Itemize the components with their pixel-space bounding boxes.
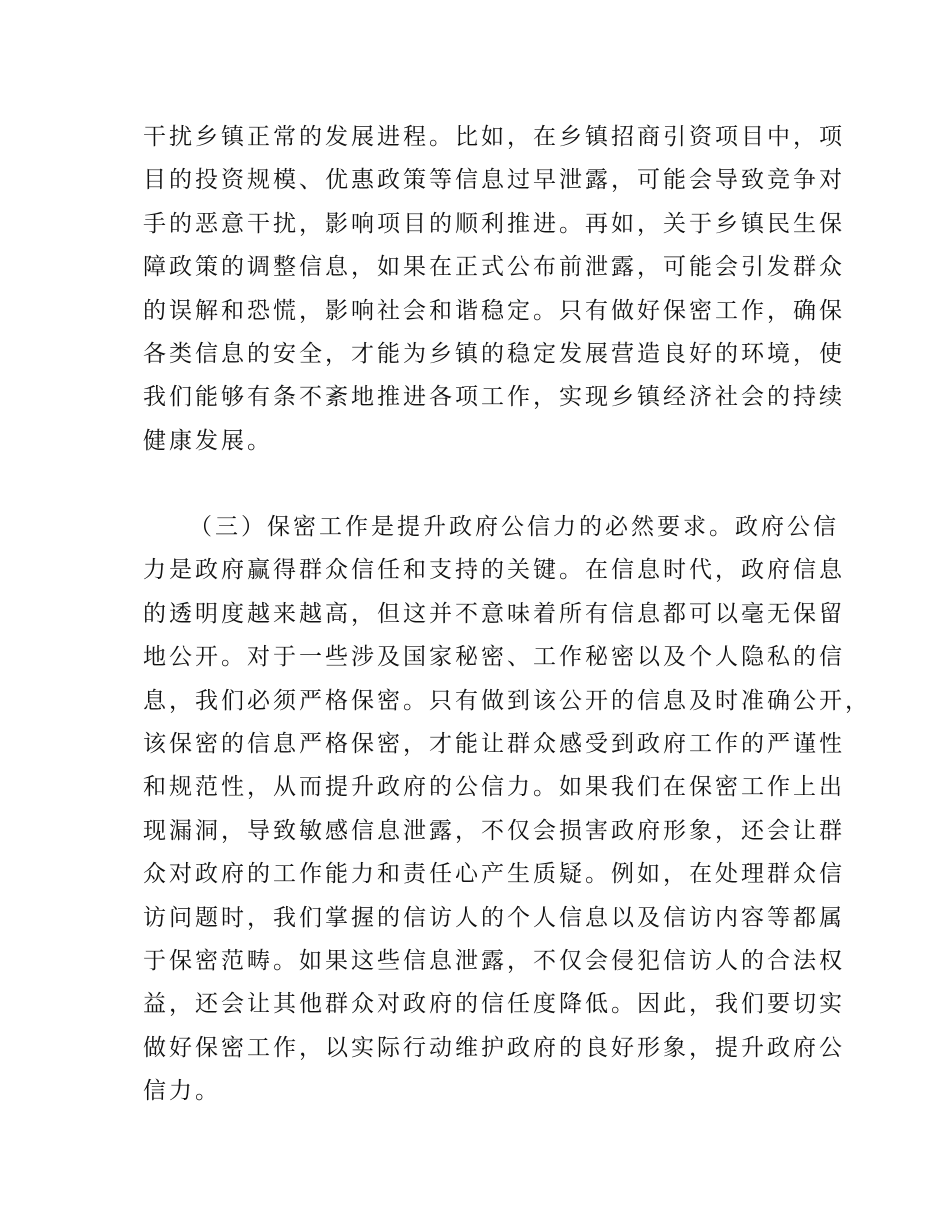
paragraph-line: 做好保密工作，以实际行动维护政府的良好形象，提升政府公 <box>143 1034 845 1061</box>
section-heading-line: （三）保密工作是提升政府公信力的必然要求。政府公信 <box>189 514 839 540</box>
paragraph-line: 访问题时，我们掌握的信访人的个人信息以及信访内容等都属 <box>143 904 845 931</box>
paragraph-line: 各类信息的安全，才能为乡镇的稳定发展营造良好的环境，使 <box>143 340 845 367</box>
paragraph-1 <box>143 116 845 463</box>
paragraph-2 <box>143 506 871 1113</box>
paragraph-line: 众对政府的工作能力和责任心产生质疑。例如，在处理群众信 <box>143 861 845 888</box>
paragraph-line: 力是政府赢得群众信任和支持的关键。在信息时代，政府信息 <box>143 557 845 584</box>
paragraph-line: 地公开。对于一些涉及国家秘密、工作秘密以及个人隐私的信 <box>143 644 845 671</box>
paragraph-line: 现漏洞，导致敏感信息泄露，不仅会损害政府形象，还会让群 <box>143 817 845 844</box>
paragraph-line: 益，还会让其他群众对政府的信任度降低。因此，我们要切实 <box>143 991 845 1018</box>
paragraph-line: 该保密的信息严格保密，才能让群众感受到政府工作的严谨性 <box>143 730 845 757</box>
paragraph-line: 干扰乡镇正常的发展进程。比如，在乡镇招商引资项目中，项 <box>143 124 845 150</box>
paragraph-line: 我们能够有条不紊地推进各项工作，实现乡镇经济社会的持续 <box>143 384 845 411</box>
paragraph-line: 健康发展。 <box>143 427 273 454</box>
paragraph-line: 目的投资规模、优惠政策等信息过早泄露，可能会导致竞争对 <box>143 167 845 194</box>
paragraph-line: 障政策的调整信息，如果在正式公布前泄露，可能会引发群众 <box>143 254 845 281</box>
paragraph-line: 的透明度越来越高，但这并不意味着所有信息都可以毫无保留 <box>143 600 845 627</box>
paragraph-line: 手的恶意干扰，影响项目的顺利推进。再如，关于乡镇民生保 <box>143 210 845 237</box>
paragraph-line: 于保密范畴。如果这些信息泄露，不仅会侵犯信访人的合法权 <box>143 947 845 974</box>
paragraph-line: 和规范性，从而提升政府的公信力。如果我们在保密工作上出 <box>143 774 845 801</box>
paragraph-line: 信力。 <box>143 1078 221 1105</box>
paragraph-line: 息，我们必须严格保密。只有做到该公开的信息及时准确公开， <box>143 687 871 714</box>
paragraph-line: 的误解和恐慌，影响社会和谐稳定。只有做好保密工作，确保 <box>143 297 845 324</box>
